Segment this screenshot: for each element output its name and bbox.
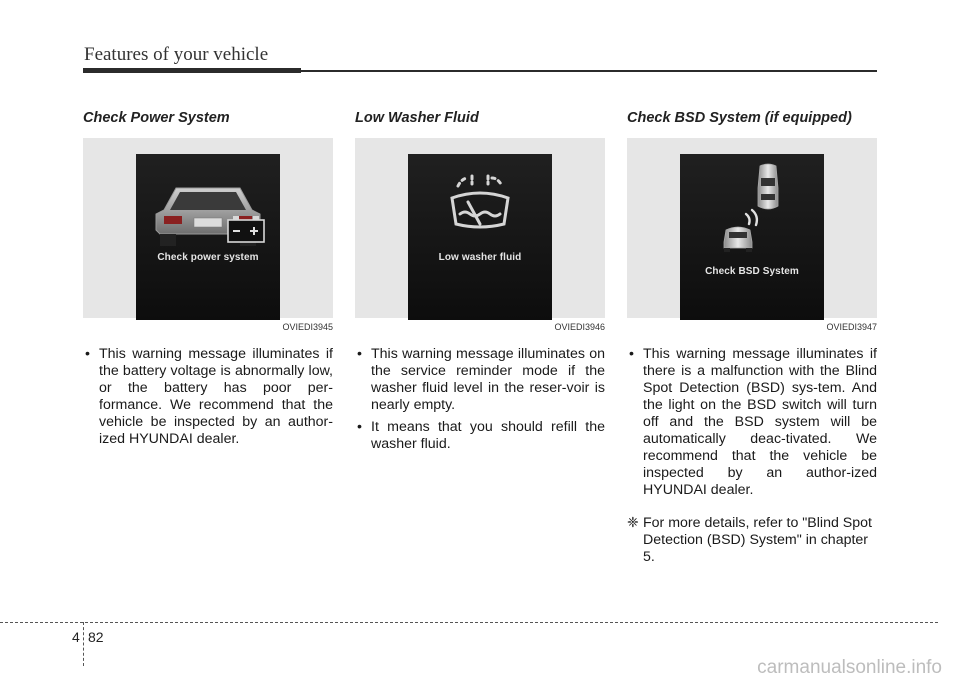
section-low-washer-fluid: [355, 110, 605, 458]
cluster-display: [408, 154, 552, 320]
chapter-number: 4: [72, 629, 80, 645]
bullet-list: [83, 346, 333, 448]
header-rule-thin: [301, 70, 877, 72]
figure: [83, 138, 333, 318]
bsd-cars-icon: [680, 154, 824, 320]
section-title: Check BSD System (if equipped): [627, 110, 852, 126]
figure: [627, 138, 877, 318]
section-title: Check Power System: [83, 110, 230, 126]
bullet-list: [355, 346, 605, 453]
watermark: carmanualsonline.info: [757, 657, 942, 678]
figure-code: OVIEDI3947: [826, 322, 877, 332]
footer-divider: [0, 622, 938, 623]
screen-label: Check BSD System: [705, 266, 799, 277]
figure-code: OVIEDI3946: [554, 322, 605, 332]
list-item: • This warning message illuminates on the service reminder mode if the washer fluid level in the reser-voir is nearly empty.: [355, 346, 605, 414]
section-title: Low Washer Fluid: [355, 110, 479, 126]
note-text: For more details, refer to "Blind Spot Detection (BSD) System" in chapter 5.: [643, 515, 872, 565]
section-check-bsd-system: [627, 110, 877, 566]
figure-code: OVIEDI3945: [282, 322, 333, 332]
page-number: 82: [88, 629, 104, 645]
footer-vertical-divider: [83, 622, 84, 666]
washer-fluid-icon: [408, 154, 552, 320]
cluster-display: [136, 154, 280, 320]
list-item: • It means that you should refill the washer fluid.: [355, 419, 605, 453]
screen-label: Low washer fluid: [438, 252, 522, 263]
list-item: • This warning message illuminates if the battery voltage is abnormally low, or the battery has poor per-formance. We recommend that the vehicle be inspected by an author-ized HYUNDAI dealer.: [83, 346, 333, 448]
note: [627, 515, 877, 566]
header-rule-thick: [83, 68, 301, 73]
note-mark: ❈: [627, 515, 639, 531]
figure: [355, 138, 605, 318]
cluster-display: [680, 154, 824, 320]
list-item: • This warning message illuminates if there is a malfunction with the Blind Spot Detection (BSD) sys-tem. And the light on the BSD switch will turn off and the BSD system will be automatically deac-tivated. We recommend that the vehicle be inspected by an author-ized HYUNDAI dealer.: [627, 346, 877, 499]
header-title: Features of your vehicle: [84, 44, 269, 65]
screen-label: Check power system: [157, 252, 259, 263]
bullet-list: [627, 346, 877, 499]
car-battery-icon: [136, 154, 280, 320]
section-check-power-system: [83, 110, 333, 453]
